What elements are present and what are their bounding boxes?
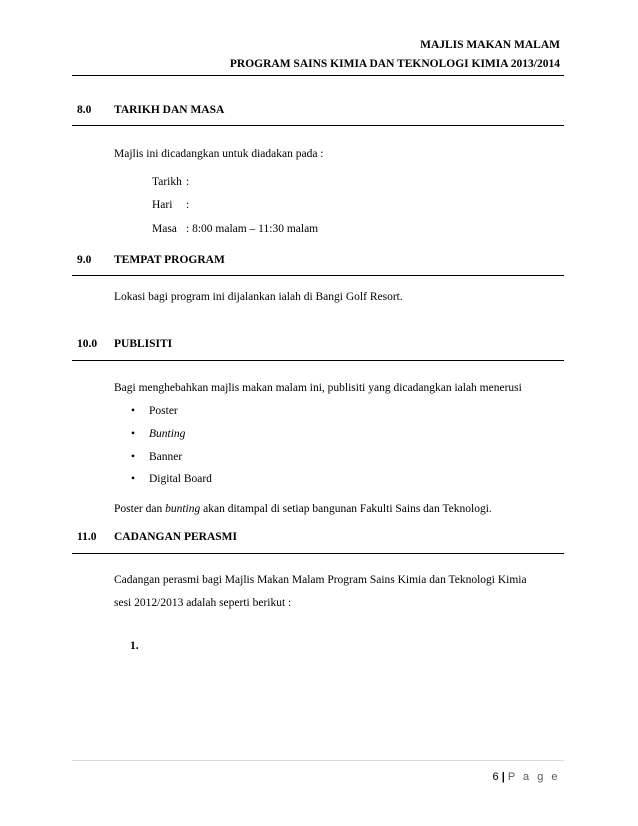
- footer-rule: [72, 760, 564, 761]
- time-value: : 8:00 malam – 11:30 malam: [186, 223, 319, 235]
- outro-text-italic: bunting: [165, 503, 201, 515]
- day-value: :: [186, 199, 190, 211]
- section-9-title: TEMPAT PROGRAM: [114, 254, 225, 266]
- section-10-rule: [72, 360, 564, 361]
- section-11-title: CADANGAN PERASMI: [114, 531, 237, 543]
- day-label: Hari: [152, 199, 173, 211]
- section-8-number: 8.0: [77, 104, 92, 116]
- page-word: P a g e: [507, 771, 560, 783]
- section-11-rule: [72, 553, 564, 554]
- bullet-item-digital-board: Digital Board: [149, 473, 212, 485]
- section-9-rule: [72, 275, 564, 276]
- time-row: [152, 223, 318, 235]
- bullet-item-banner: Banner: [149, 451, 183, 463]
- bullet-marker: •: [131, 473, 136, 485]
- bullet-item-bunting: Bunting: [149, 428, 186, 440]
- section-11-number: 11.0: [77, 531, 97, 543]
- outro-text-start: Poster dan: [114, 503, 166, 515]
- bullet-marker: •: [131, 451, 136, 463]
- section-9-number: 9.0: [77, 254, 92, 266]
- day-row: [152, 199, 189, 211]
- date-row: [152, 176, 189, 188]
- time-label: Masa: [152, 223, 177, 235]
- header-rule: [72, 75, 564, 76]
- date-label: Tarikh: [152, 176, 182, 188]
- page-separator: |: [501, 771, 505, 783]
- section-11-line-2: sesi 2012/2013 adalah seperti berikut :: [114, 597, 292, 609]
- section-8-intro: Majlis ini dicadangkan untuk diadakan pada :: [114, 148, 324, 160]
- header-title: MAJLIS MAKAN MALAM: [420, 39, 560, 51]
- page-footer: [493, 771, 561, 783]
- section-10-title: PUBLISITI: [114, 338, 173, 350]
- section-11-line-1: Cadangan perasmi bagi Majlis Makan Malam Program Sains Kimia dan Teknologi Kimia: [114, 574, 527, 586]
- outro-text-end: akan ditampal di setiap bangunan Fakulti Sains dan Teknologi.: [200, 503, 492, 515]
- section-8-rule: [72, 125, 564, 126]
- list-item-1-number: 1.: [130, 640, 139, 652]
- section-8-title: TARIKH DAN MASA: [114, 104, 225, 116]
- section-10-number: 10.0: [77, 338, 98, 350]
- page-number: 6: [492, 771, 499, 783]
- bullet-marker: •: [131, 405, 136, 417]
- bullet-marker: •: [131, 428, 136, 440]
- section-10-intro: Bagi menghebahkan majlis makan malam ini, publisiti yang dicadangkan ialah menerusi: [114, 382, 522, 394]
- bullet-item-poster: Poster: [149, 405, 178, 417]
- section-9-text: Lokasi bagi program ini dijalankan ialah di Bangi Golf Resort.: [114, 291, 403, 303]
- section-10-outro: [114, 503, 492, 515]
- header-subtitle: PROGRAM SAINS KIMIA DAN TEKNOLOGI KIMIA 2013/2014: [229, 58, 560, 70]
- date-value: :: [186, 176, 190, 188]
